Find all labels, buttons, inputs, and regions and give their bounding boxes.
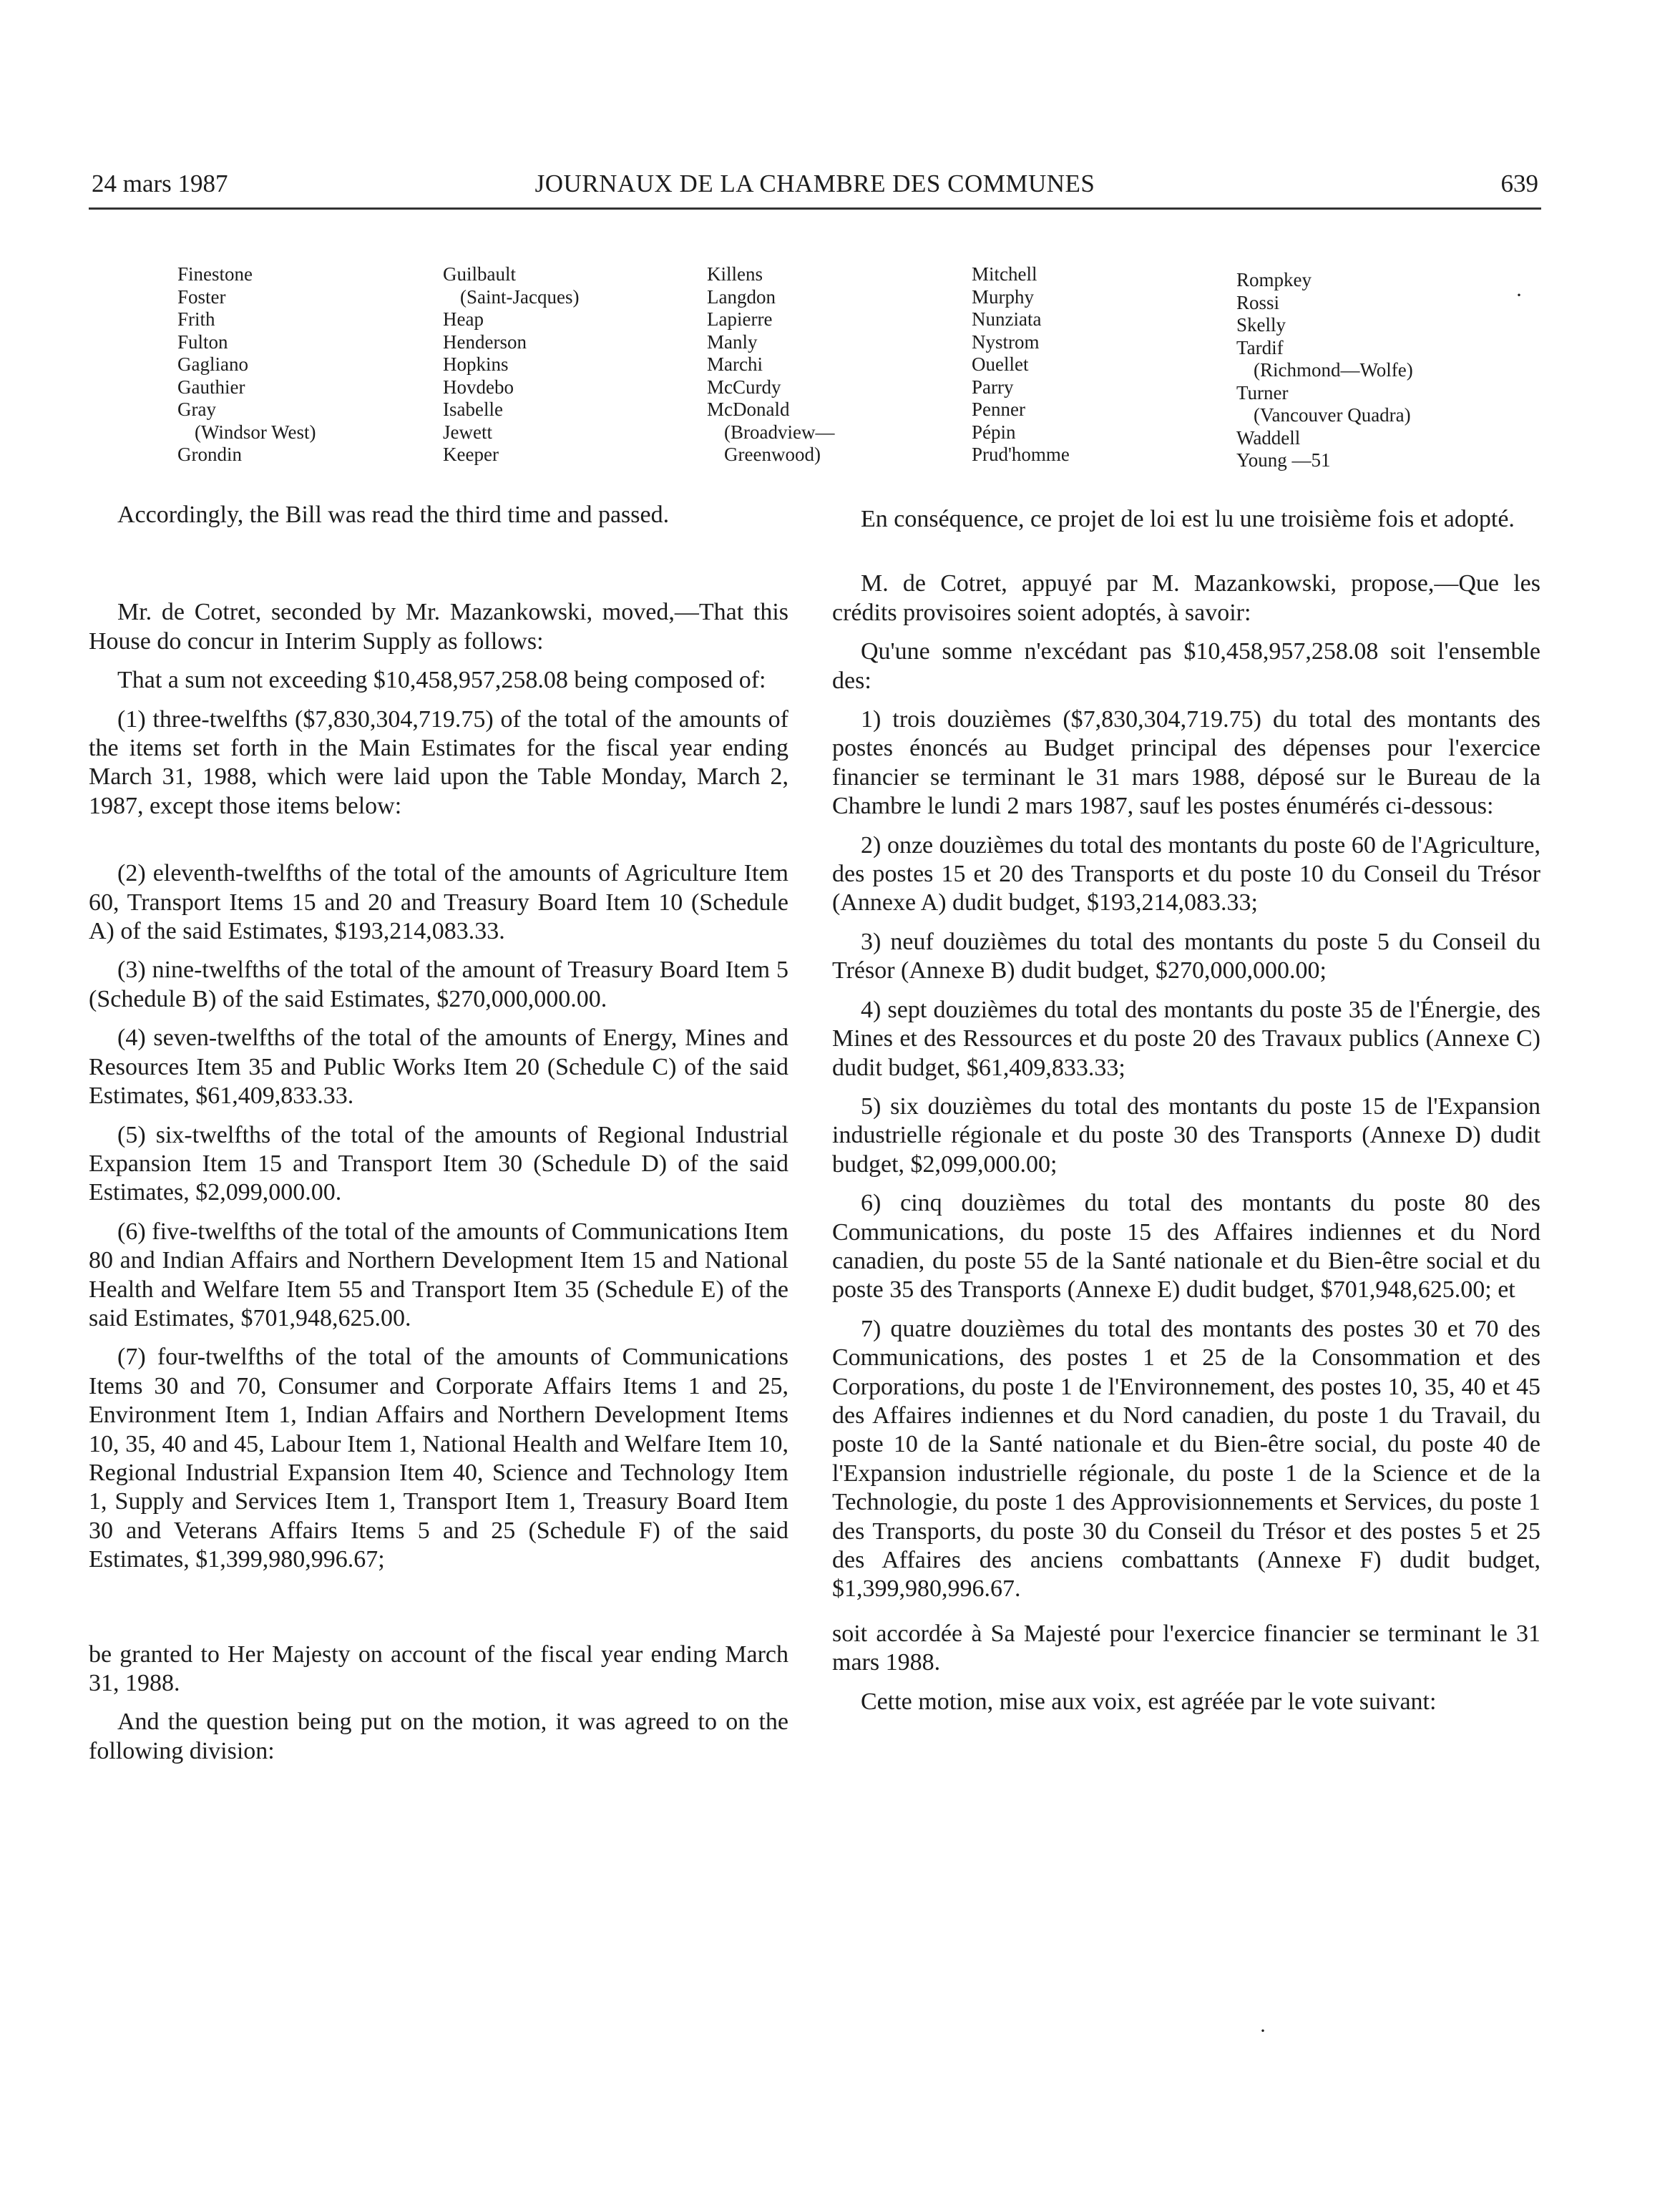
member-name: Parry xyxy=(972,376,1014,398)
member-name: Penner xyxy=(972,399,1025,420)
en-item-2: (2) eleventh-twelfths of the total of the amounts of Agriculture Item 60, Transport Items 15 and 20 and Treasury Board Item 10 (Schedule A) of the said Estimates, $193,214,083.33. xyxy=(89,860,788,945)
fr-question: Cette motion, mise aux voix, est agréée par le vote suivant: xyxy=(861,1688,1437,1715)
member-name: Rossi xyxy=(1236,291,1280,313)
fr-item-2: 2) onze douzièmes du total des montants du poste 60 de l'Agriculture, des postes 15 et 20 des Transports et du poste 10 du Conseil du Trésor (Annexe A) dudit budget, $193,214,083.33; xyxy=(832,831,1540,916)
stray-mark: · xyxy=(1515,283,1523,307)
member-riding: (Richmond—Wolfe) xyxy=(1254,359,1413,381)
en-item-5: (5) six-twelfths of the total of the amounts of Regional Industrial Expansion Item 15 and Transport Item 30 (Schedule D) of the said Estimates, $2,099,000.00. xyxy=(89,1121,788,1206)
member-name: Pépin xyxy=(972,421,1016,443)
fr-item-5: 5) six douzièmes du total des montants du poste 15 de l'Expansion industrielle régionale et du poste 30 des Transports (Annexe D) dudit budget, $2,099,000.00; xyxy=(832,1092,1540,1178)
fr-item-3: 3) neuf douzièmes du total des montants du poste 5 du Conseil du Trésor (Annexe B) dudit budget, $270,000,000.00; xyxy=(832,928,1540,984)
member-name: Hovdebo xyxy=(443,376,514,398)
fr-motion: M. de Cotret, appuyé par M. Mazankowski, propose,—Que les crédits provisoires soient adoptés, à savoir: xyxy=(832,570,1540,626)
member-name: McCurdy xyxy=(707,376,781,398)
fr-bill-passed: En conséquence, ce projet de loi est lu une troisième fois et adopté. xyxy=(861,506,1515,532)
en-item-3: (3) nine-twelfths of the total of the amount of Treasury Board Item 5 (Schedule B) of the said Estimates, $270,000,000.00. xyxy=(89,957,788,1012)
member-name: Ouellet xyxy=(972,353,1029,375)
member-name: Jewett xyxy=(443,421,492,443)
names-column-1 xyxy=(177,263,316,466)
member-name: Isabelle xyxy=(443,399,503,420)
member-name: Young —51 xyxy=(1236,449,1331,471)
member-name: Hopkins xyxy=(443,353,509,375)
fr-granted: soit accordée à Sa Majesté pour l'exercice financier se terminant le 31 mars 1988. xyxy=(832,1620,1540,1676)
member-name: Nystrom xyxy=(972,331,1040,353)
en-question: And the question being put on the motion, it was agreed to on the following division: xyxy=(89,1709,788,1764)
member-name: Nunziata xyxy=(972,308,1042,330)
member-name: Mitchell xyxy=(972,263,1037,285)
member-name: Gagliano xyxy=(177,353,248,375)
member-name: Keeper xyxy=(443,444,499,465)
names-column-5 xyxy=(1236,269,1413,472)
en-item-4: (4) seven-twelfths of the total of the amounts of Energy, Mines and Resources Item 35 and Public Works Item 20 (Schedule C) of the said Estimates, $61,409,833.33. xyxy=(89,1025,788,1110)
member-name: Prud'homme xyxy=(972,444,1070,465)
member-riding: Greenwood) xyxy=(724,444,821,465)
fr-item-6: 6) cinq douzièmes du total des montants du poste 80 des Communications, du poste 15 des Affaires indiennes et du Nord canadien, du poste 55 de la Santé nationale et du Bien-être social et du poste 35 des Transports (Annexe E) dudit budget, $701,948,625.00; et xyxy=(832,1190,1540,1304)
names-column-2 xyxy=(443,263,579,466)
page-header xyxy=(89,166,1541,210)
member-name: Guilbault xyxy=(443,263,516,285)
en-item-6: (6) five-twelfths of the total of the amounts of Communications Item 80 and Indian Affairs and Northern Development Item 15 and National Health and Welfare Item 55 and Transport Item 35 (Schedule E) of the said Estimates, $701,948,625.00. xyxy=(89,1218,788,1331)
member-name: Gauthier xyxy=(177,376,245,398)
member-name: Langdon xyxy=(707,285,776,308)
member-name: Henderson xyxy=(443,331,527,353)
member-name: Tardif xyxy=(1236,336,1284,358)
member-name: Lapierre xyxy=(707,308,773,330)
member-name: Waddell xyxy=(1236,426,1301,449)
member-name: Grondin xyxy=(177,444,242,465)
member-riding: (Windsor West) xyxy=(195,421,316,443)
stray-mark: · xyxy=(1259,2019,1266,2043)
member-name: Turner xyxy=(1236,381,1289,404)
en-sum: That a sum not exceeding $10,458,957,258.08 being composed of: xyxy=(117,667,766,694)
names-column-3 xyxy=(707,263,834,466)
english-column xyxy=(89,501,788,1776)
member-name: McDonald xyxy=(707,399,790,420)
fr-item-1: 1) trois douzièmes ($7,830,304,719.75) du total des montants des postes énoncés au Budget principal des dépenses pour l'exercice financier se terminant le 31 mars 1988, déposé sur le Bureau de la Chambre le lundi 2 mars 1987, sauf les postes énumérés ci-dessous: xyxy=(832,706,1540,820)
member-name: Heap xyxy=(443,308,484,330)
member-name: Fulton xyxy=(177,331,228,353)
member-name: Gray xyxy=(177,399,216,420)
fr-item-7: 7) quatre douzièmes du total des montants des postes 30 et 70 des Communications, des postes 1 et 25 de la Consommation et des Corporations, du poste 1 de l'Environnement, des postes 10, 35, 40 et 45 des Affaires indiennes et du Nord canadien, du poste 1 du Travail, du poste 10 de la Santé nationale et du Bien-être social, du poste 40 de l'Expansion industrielle régionale, du poste 1 de la Science et de la Technologie, du poste 1 des Approvisionnements et Services, du poste 1 des Transports, du poste 30 du Conseil du Trésor et des postes 5 et 25 des Affaires des anciens combattants (Annexe F) dudit budget, $1,399,980,996.67. xyxy=(832,1315,1540,1603)
member-riding: (Vancouver Quadra) xyxy=(1254,404,1411,426)
member-name: Finestone xyxy=(177,263,253,285)
fr-sum: Qu'une somme n'excédant pas $10,458,957,258.08 soit l'ensemble des: xyxy=(832,638,1540,694)
member-name: Frith xyxy=(177,308,215,330)
en-motion: Mr. de Cotret, seconded by Mr. Mazankowski, moved,—That this House do concur in Interim Supply as follows: xyxy=(89,599,788,655)
member-name: Marchi xyxy=(707,353,763,375)
en-bill-passed: Accordingly, the Bill was read the third time and passed. xyxy=(117,502,670,528)
en-item-7: (7) four-twelfths of the total of the amounts of Communications Items 30 and 70, Consumer and Corporate Affairs Items 1 and 25, Environment Item 1, Indian Affairs and Northern Development Items 10, 35, 40 and 45, Labour Item 1, National Health and Welfare Item 10, Regional Industrial Expansion Item 40, Science and Technology Item 1, Supply and Services Item 1, Transport Item 1, Treasury Board Item 30 and Veterans Affairs Items 5 and 25 (Schedule F) of the said Estimates, $1,399,980,996.67; xyxy=(89,1344,788,1573)
member-name: Skelly xyxy=(1236,314,1286,336)
header-date: 24 mars 1987 xyxy=(92,170,228,197)
member-name: Killens xyxy=(707,263,763,285)
member-name: Murphy xyxy=(972,285,1034,308)
en-granted: be granted to Her Majesty on account of the fiscal year ending March 31, 1988. xyxy=(89,1641,788,1696)
header-title: JOURNAUX DE LA CHAMBRE DES COMMUNES xyxy=(534,170,1095,197)
member-name: Rompkey xyxy=(1236,269,1312,290)
en-item-1: (1) three-twelfths ($7,830,304,719.75) of the total of the amounts of the items set forth in the Main Estimates for the fiscal year ending March 31, 1988, which were laid upon the Table Monday, March 2, 1987, except those items below: xyxy=(89,705,788,819)
member-name: Foster xyxy=(177,285,226,308)
member-riding: (Broadview— xyxy=(724,421,835,443)
page-number: 639 xyxy=(1500,170,1538,197)
member-name: Manly xyxy=(707,331,758,353)
names-column-4 xyxy=(972,263,1070,466)
member-riding: (Saint-Jacques) xyxy=(460,285,580,308)
fr-item-4: 4) sept douzièmes du total des montants du poste 35 de l'Énergie, des Mines et des Ressources et du poste 20 des Travaux publics (Annexe C) dudit budget, $61,409,833.33; xyxy=(832,996,1540,1081)
french-column xyxy=(832,505,1540,1726)
